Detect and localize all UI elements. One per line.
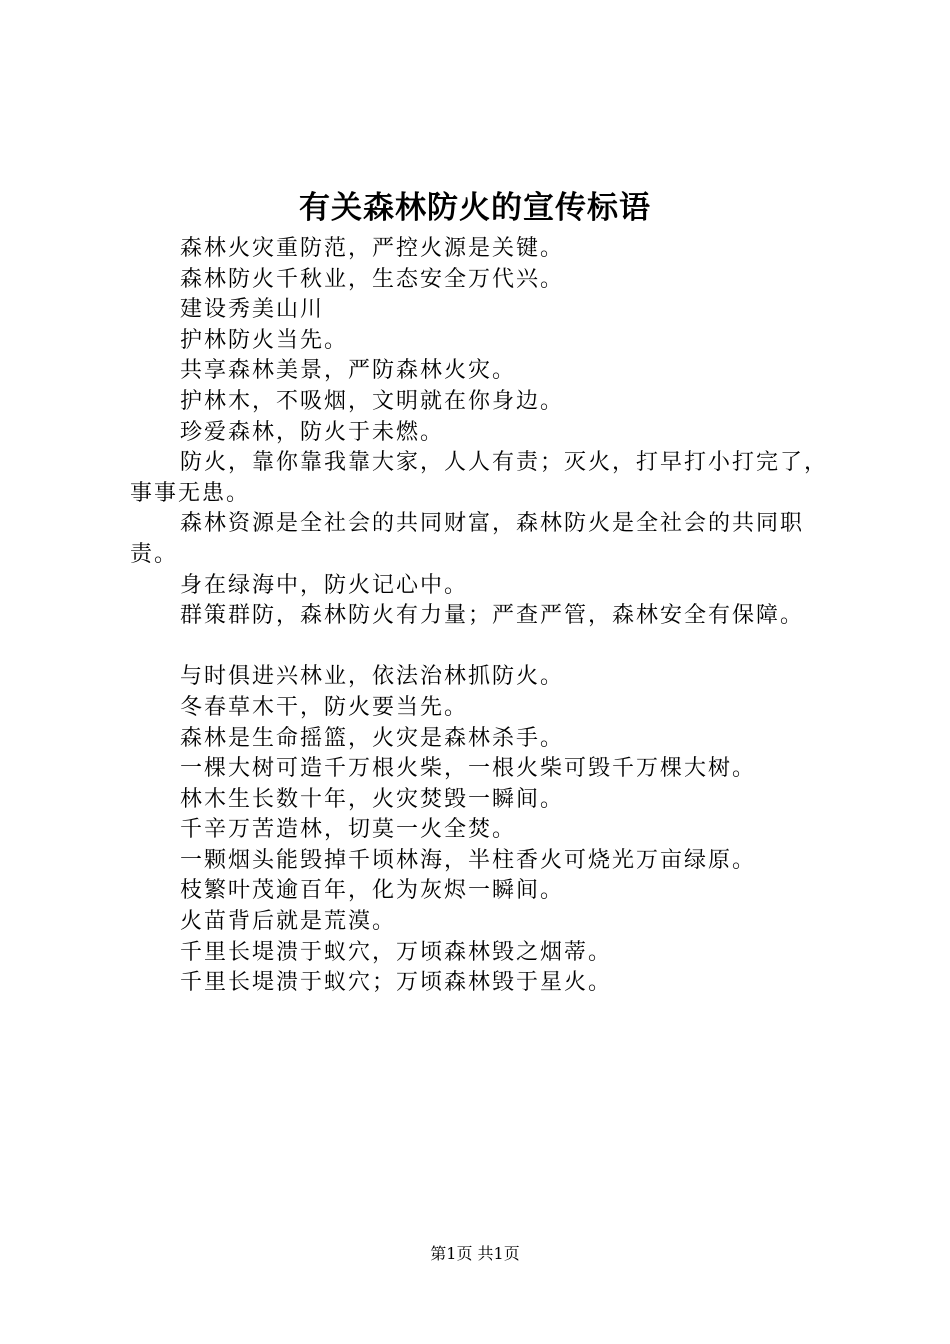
paragraph: 与时俱进兴林业，依法治林抓防火。 — [180, 664, 565, 690]
paragraph: 冬春草木干，防火要当先。 — [180, 694, 469, 720]
paragraph: 枝繁叶茂逾百年，化为灰烬一瞬间。 — [180, 878, 565, 904]
paragraph: 防火，靠你靠我靠大家，人人有责；灭火，打早打小打完了，事事无患。 — [130, 450, 829, 506]
document-title: 有关森林防火的宣传标语 — [299, 190, 651, 226]
paragraph: 森林是生命摇篮，火灾是森林杀手。 — [180, 725, 565, 751]
paragraph: 群策群防，森林防火有力量；严查严管，森林安全有保障。 — [180, 603, 805, 629]
paragraph: 火苗背后就是荒漠。 — [180, 909, 397, 935]
paragraph: 共享森林美景，严防森林火灾。 — [180, 358, 517, 384]
paragraph: 森林资源是全社会的共同财富，森林防火是全社会的共同职责。 — [130, 511, 805, 567]
paragraph: 建设秀美山川 — [180, 297, 325, 323]
paragraph: 林木生长数十年，火灾焚毁一瞬间。 — [180, 786, 565, 812]
blank-line — [130, 632, 850, 663]
paragraph: 一颗烟头能毁掉千顷林海，半柱香火可烧光万亩绿原。 — [180, 847, 757, 873]
paragraph: 千里长堤溃于蚁穴，万顷森林毁之烟蒂。 — [180, 939, 613, 965]
paragraph: 森林防火千秋业，生态安全万代兴。 — [180, 266, 565, 292]
paragraph: 一棵大树可造千万根火柴，一根火柴可毁千万棵大树。 — [180, 756, 757, 782]
page-footer: 第1页 共1页 — [430, 1244, 520, 1263]
paragraph: 千辛万苦造林，切莫一火全焚。 — [180, 817, 517, 843]
paragraph: 千里长堤溃于蚁穴；万顷森林毁于星火。 — [180, 970, 613, 996]
paragraph: 护林防火当先。 — [180, 327, 349, 353]
document-body — [130, 234, 850, 999]
paragraph: 身在绿海中，防火记心中。 — [180, 572, 469, 598]
paragraph: 护林木，不吸烟，文明就在你身边。 — [180, 388, 565, 414]
paragraph: 珍爱森林，防火于未燃。 — [180, 419, 445, 445]
paragraph: 森林火灾重防范，严控火源是关键。 — [180, 236, 565, 261]
